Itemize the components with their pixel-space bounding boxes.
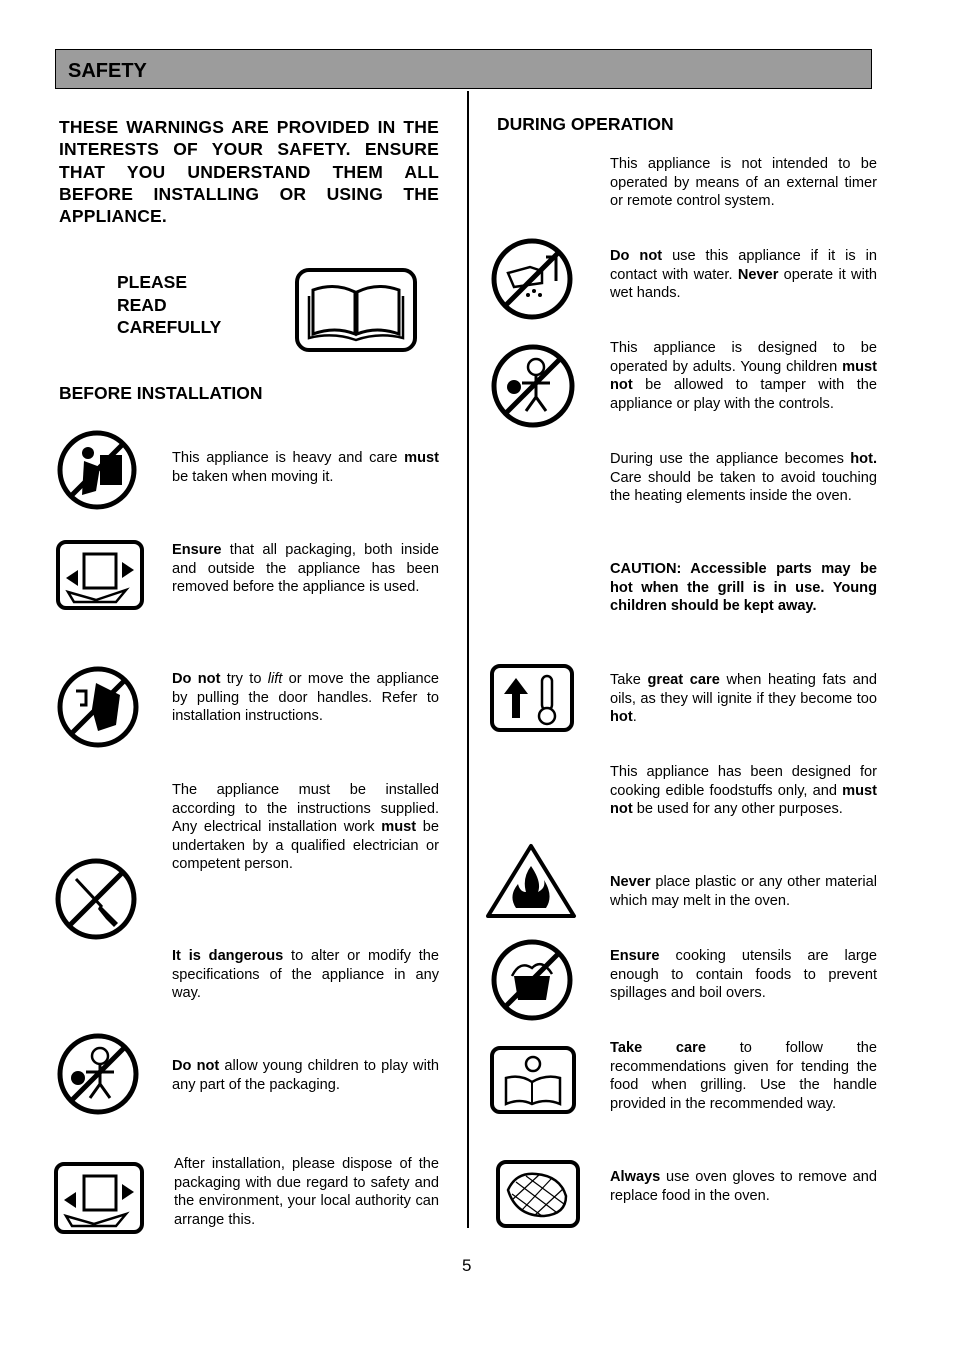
please-read-line: PLEASE	[117, 272, 188, 292]
during-item-2-text: Do not use this appliance if it is in contact with water. Never operate it with wet hands.	[610, 248, 878, 302]
during-item-6-text: Take great care when heating fats and oils, as they will ignite if they become too hot.	[610, 672, 877, 726]
please-read-line: CAREFULLY	[117, 317, 222, 337]
before-item-4-text: The appliance must be installed according to the instructions supplied. Any electrical installation work must be undertaken by a qualified electrician or competent person.	[172, 782, 440, 873]
during-item-3-text: This appliance is designed to be operated by adults. Young children must not be allowed to tamper with the appliance or play with the controls.	[610, 340, 877, 412]
please-read-label	[117, 271, 221, 339]
during-item-5-text: CAUTION: Accessible parts may be hot when the grill is in use. Young children should be kept away.	[610, 561, 877, 615]
during-item-11-text: Always use oven gloves to remove and replace food in the oven.	[610, 1169, 877, 1204]
no-wet-hands-icon	[490, 237, 574, 321]
packaging-removal-icon	[56, 540, 144, 610]
no-children-play-icon	[56, 1032, 140, 1116]
fire-warning-icon	[484, 842, 578, 920]
before-item-5-text: It is dangerous to alter or modify the specifications of the appliance in any way.	[172, 948, 439, 1002]
intro-warning: THESE WARNINGS ARE PROVIDED IN THE INTERESTS OF YOUR SAFETY. ENSURE THAT YOU UNDERSTAND THEM ALL BEFORE INSTALLING OR USING THE APPLIANCE.	[59, 117, 439, 227]
no-children-icon	[490, 343, 576, 429]
during-item-10-text: Take care to follow the recommendations given for tending the food when grilling. Use the handle provided in the recommended way.	[610, 1040, 877, 1112]
before-item-7-text: After installation, please dispose of the packaging with due regard to safety and the environment, your local authority can arrange this.	[174, 1156, 439, 1228]
section-title: SAFETY	[68, 60, 147, 82]
during-item-8-text: Never place plastic or any other material which may melt in the oven.	[610, 874, 877, 909]
section-header	[55, 49, 872, 89]
heavy-lifting-icon	[56, 429, 138, 511]
during-item-1-text: This appliance is not intended to be operated by means of an external timer or remote control system.	[610, 156, 877, 210]
packaging-disposal-icon	[54, 1162, 144, 1234]
oven-glove-icon	[496, 1160, 580, 1228]
before-item-1-text: This appliance is heavy and care must be taken when moving it.	[172, 450, 439, 485]
thermometer-high-heat-icon	[490, 664, 574, 732]
during-item-7-text: This appliance has been designed for cooking edible foodstuffs only, and must not be used for any other purposes.	[610, 764, 877, 818]
no-boil-over-icon	[490, 938, 574, 1022]
no-tampering-screwdriver-icon	[54, 857, 138, 941]
during-item-4-text: During use the appliance becomes hot. Care should be taken to avoid touching the heating elements inside the oven.	[610, 451, 877, 505]
during-operation-heading: DURING OPERATION	[497, 114, 674, 134]
page-number: 5	[462, 1256, 472, 1275]
before-item-3-text: Do not try to lift or move the appliance by pulling the door handles. Refer to installation instructions.	[172, 671, 439, 725]
no-pull-door-handle-icon	[56, 665, 140, 749]
before-item-6-text: Do not allow young children to play with any part of the packaging.	[172, 1058, 439, 1093]
please-read-line: READ	[117, 294, 167, 315]
during-item-9-text: Ensure cooking utensils are large enough to contain foods to prevent spillages and boil overs.	[610, 948, 877, 1002]
before-installation-heading: BEFORE INSTALLATION	[59, 383, 263, 403]
column-divider	[467, 91, 469, 1228]
before-item-2-text: Ensure that all packaging, both inside and outside the appliance has been removed before the appliance is used.	[172, 542, 439, 596]
open-book-icon	[295, 268, 417, 352]
read-instructions-icon	[490, 1046, 576, 1114]
